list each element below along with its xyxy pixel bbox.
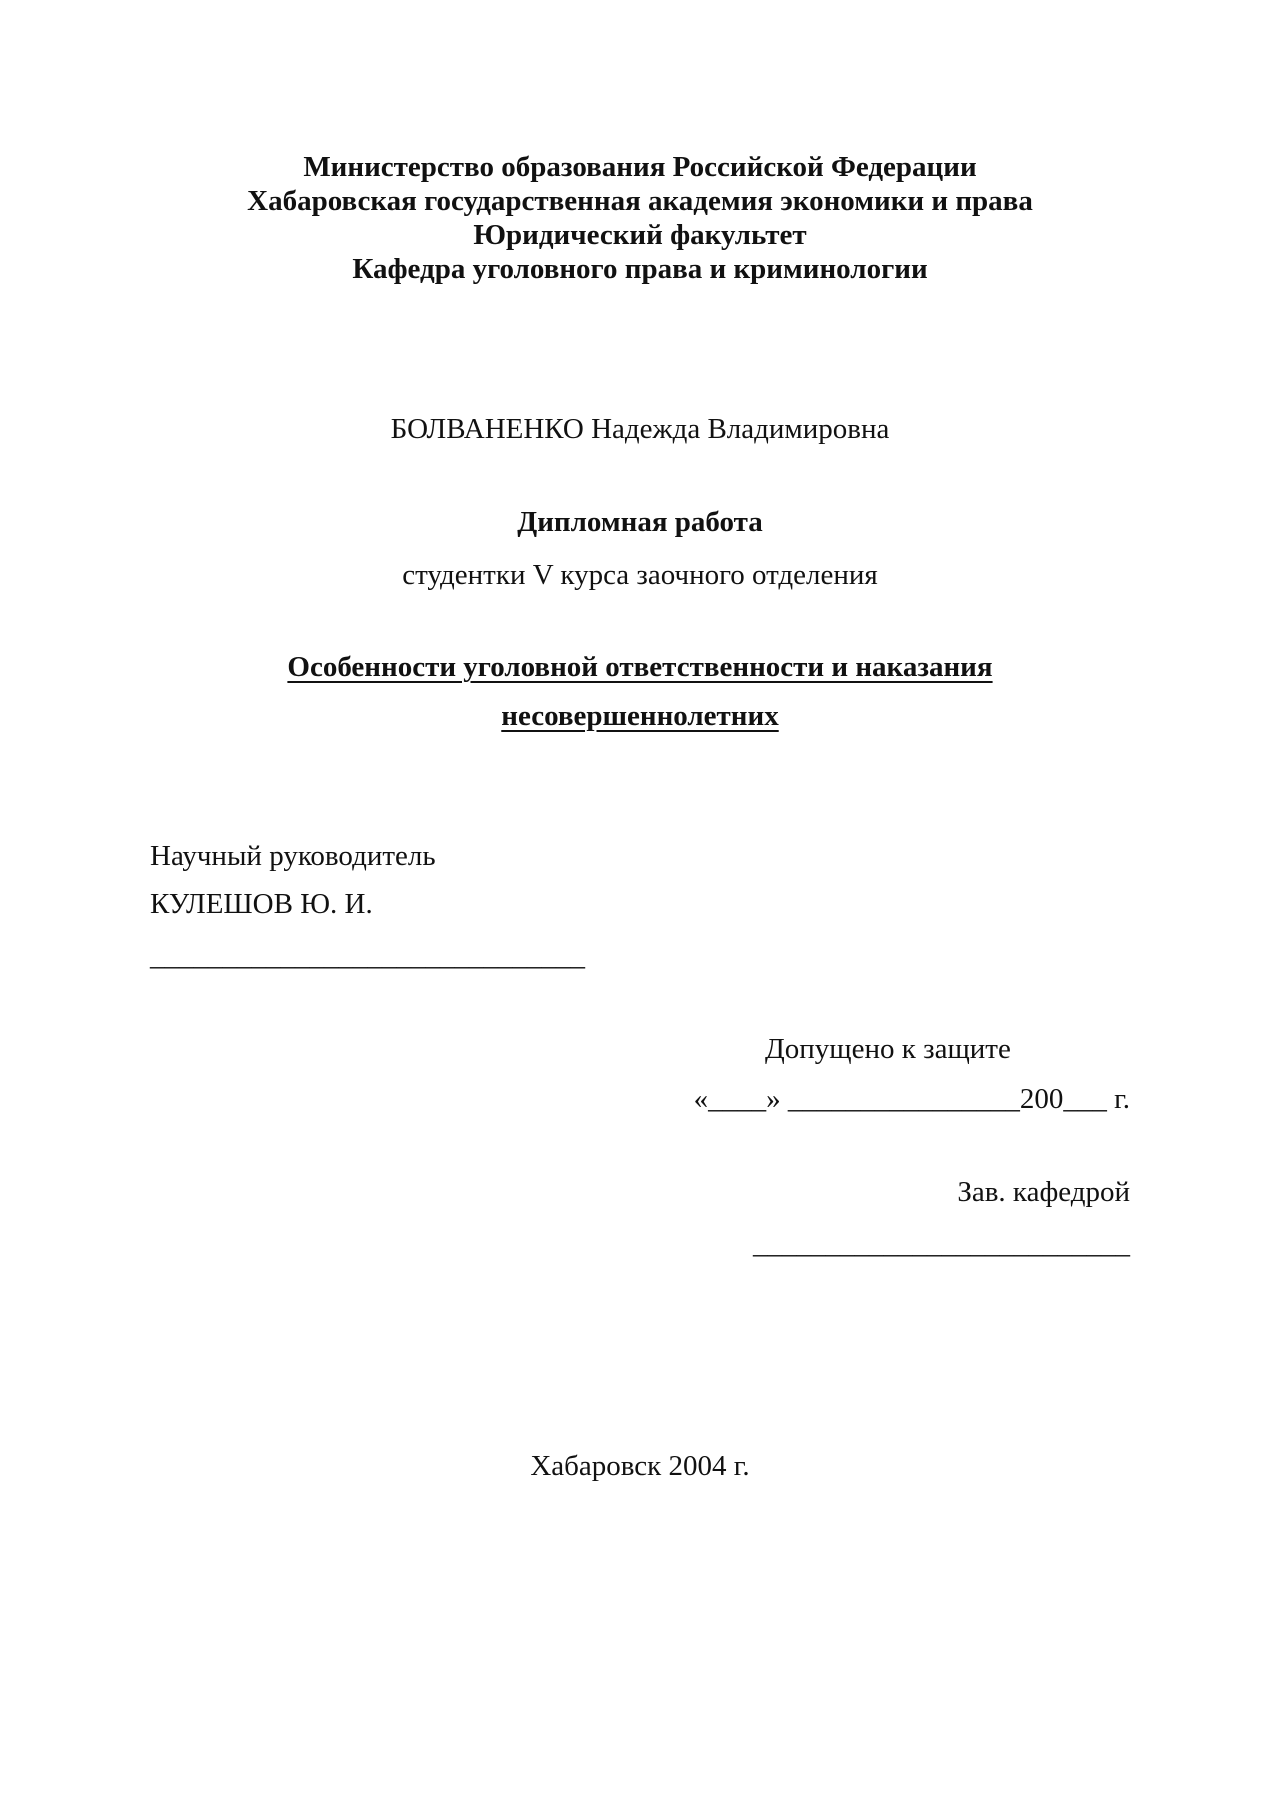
approval-date-line: «____» ________________200___ г. xyxy=(693,1083,1130,1115)
faculty-line: Юридический факультет xyxy=(473,219,807,251)
thesis-title-line-2: несовершеннолетних xyxy=(501,700,779,732)
author-name: БОЛВАНЕНКО Надежда Владимировна xyxy=(390,413,890,445)
institution-header xyxy=(0,150,1280,286)
supervisor-label: Научный руководитель xyxy=(150,840,436,872)
student-info: студентки V курса заочного отделения xyxy=(402,559,878,591)
ministry-line: Министерство образования Российской Федерации xyxy=(303,151,977,183)
department-line: Кафедра уголовного права и криминологии xyxy=(352,253,928,285)
academy-line: Хабаровская государственная академия экономики и права xyxy=(247,185,1033,217)
department-head-signature-line: __________________________ xyxy=(753,1228,1130,1260)
work-type: Дипломная работа xyxy=(517,506,763,538)
place-year: Хабаровск 2004 г. xyxy=(530,1450,750,1482)
department-head-label: Зав. кафедрой xyxy=(957,1176,1130,1208)
supervisor-signature-line: ______________________________ xyxy=(150,940,585,972)
supervisor-name: КУЛЕШОВ Ю. И. xyxy=(150,888,373,920)
approval-label: Допущено к защите xyxy=(765,1033,1011,1065)
thesis-title-line-1: Особенности уголовной ответственности и наказания xyxy=(287,651,993,683)
